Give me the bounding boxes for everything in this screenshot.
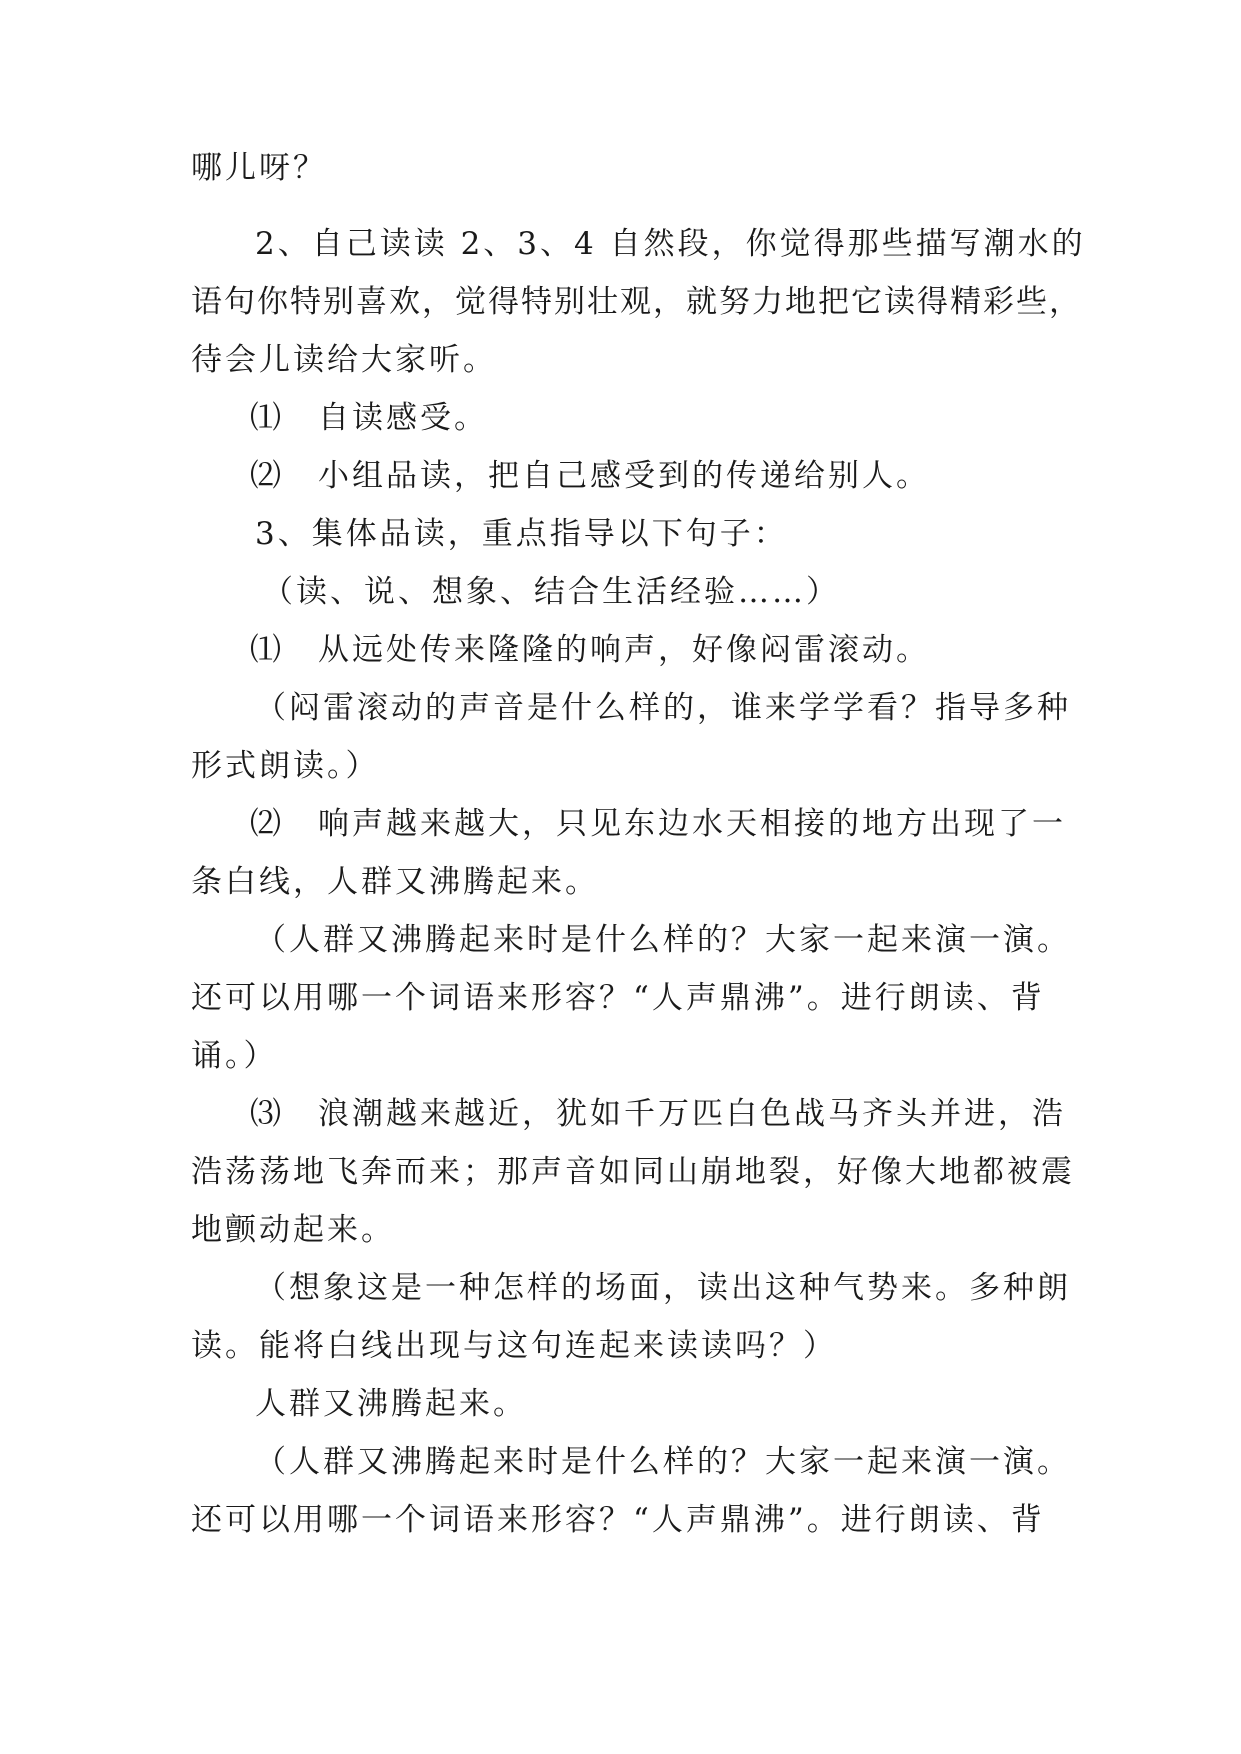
text-line: 哪儿呀？: [191, 150, 327, 186]
text-line: 语句你特别喜欢，觉得特别壮观，就努力地把它读得精彩些，: [191, 284, 1082, 320]
text-line: 3、集体品读，重点指导以下句子：: [255, 516, 788, 552]
text-line: （人群又沸腾起来时是什么样的？大家一起来演一演。: [255, 1444, 1071, 1480]
list-item: ⑴ 从远处传来隆隆的响声，好像闷雷滚动。: [250, 632, 930, 668]
text-line: 还可以用哪一个词语来形容？“人声鼎沸”。进行朗读、背: [191, 1502, 1045, 1538]
text-line: （人群又沸腾起来时是什么样的？大家一起来演一演。: [255, 922, 1071, 958]
text-line: 地颤动起来。: [191, 1212, 395, 1248]
list-item: ⑵ 响声越来越大，只见东边水天相接的地方出现了一: [250, 806, 1066, 842]
text-line: 诵。）: [191, 1038, 278, 1074]
text-line: 读。能将白线出现与这句连起来读读吗？）: [191, 1328, 837, 1364]
text-line: 浩荡荡地飞奔而来；那声音如同山崩地裂，好像大地都被震: [191, 1154, 1075, 1190]
text-line: 还可以用哪一个词语来形容？“人声鼎沸”。进行朗读、背: [191, 980, 1045, 1016]
text-line: 形式朗读。）: [191, 748, 380, 784]
text-line: 条白线，人群又沸腾起来。: [191, 864, 599, 900]
list-item: ⑵ 小组品读，把自己感受到的传递给别人。: [250, 458, 930, 494]
text-line: （想象这是一种怎样的场面，读出这种气势来。多种朗: [255, 1270, 1071, 1306]
list-item: ⑴ 自读感受。: [250, 400, 488, 436]
text-line: （闷雷滚动的声音是什么样的，谁来学学看？指导多种: [255, 690, 1071, 726]
text-line: 人群又沸腾起来。: [255, 1386, 527, 1422]
text-line: 2、自己读读 2、3、4 自然段，你觉得那些描写潮水的: [255, 226, 1086, 262]
text-line: 待会儿读给大家听。: [191, 342, 497, 378]
text-line: （读、说、想象、结合生活经验……）: [262, 574, 840, 610]
list-item: ⑶ 浪潮越来越近，犹如千万匹白色战马齐头并进，浩: [250, 1096, 1066, 1132]
